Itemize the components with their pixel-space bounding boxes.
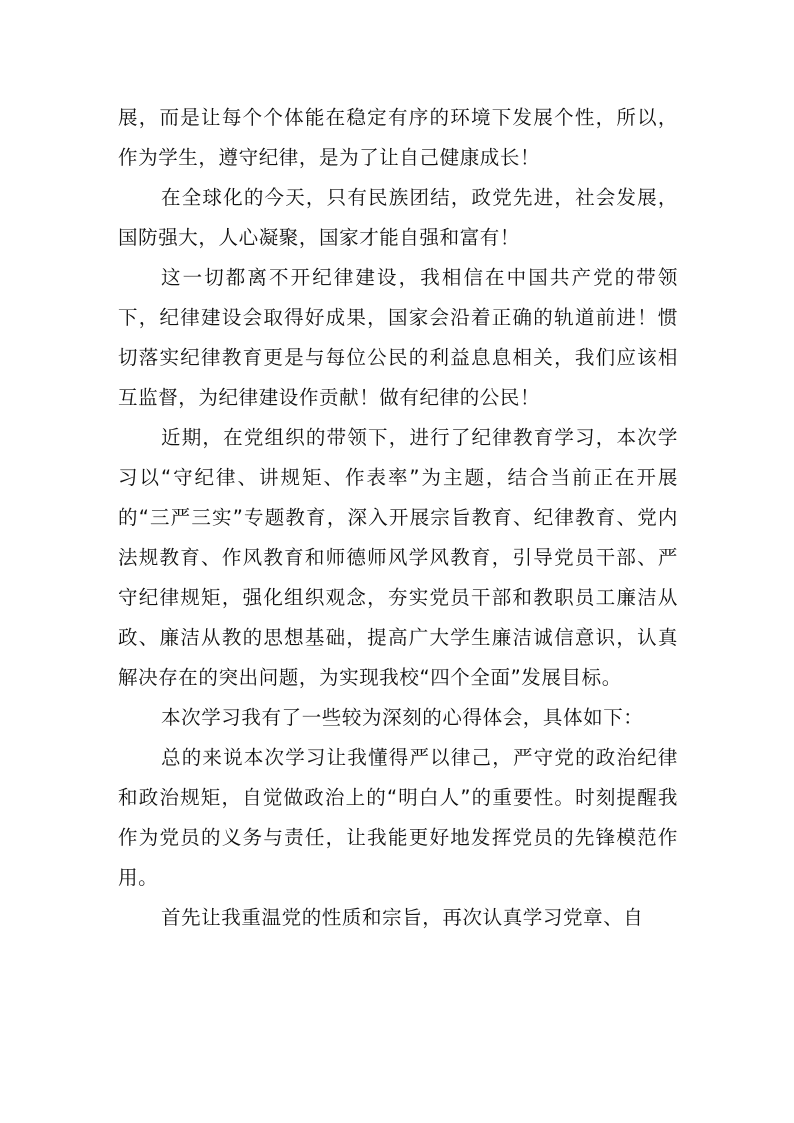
paragraph-1: 展，而是让每个个体能在稳定有序的环境下发展个性，所以，作为学生，遵守纪律，是为了让自己健康成长！ <box>118 106 678 169</box>
paragraph-6: 总的来说本次学习让我懂得严以律己，严守党的政治纪律和政治规矩，自觉做政治上的“明白人”的重要性。时刻提醒我作为党员的义务与责任，让我能更好地发挥党员的先锋模范作用。 <box>118 746 678 889</box>
paragraph-4: 近期，在党组织的带领下，进行了纪律教育学习，本次学习以“守纪律、讲规矩、作表率”为主题，结合当前正在开展的“三严三实”专题教育，深入开展宗旨教育、纪律教育、党内法规教育、作风教育和师德师风学风教育，引导党员干部、严守纪律规矩，强化组织观念，夯实党员干部和教职员工廉洁从政、廉洁从教的思想基础，提高广大学生廉洁诚信意识，认真解决存在的突出问题，为实现我校“四个全面”发展目标。 <box>118 426 678 689</box>
paragraph-7: 首先让我重温党的性质和宗旨，再次认真学习党章、自 <box>161 906 644 929</box>
document-body <box>118 98 678 938</box>
paragraph-2: 在全球化的今天，只有民族团结，政党先进，社会发展，国防强大，人心凝聚，国家才能自强和富有！ <box>118 186 678 249</box>
paragraph-3: 这一切都离不开纪律建设，我相信在中国共产党的带领下，纪律建设会取得好成果，国家会沿着正确的轨道前进！惯切落实纪律教育更是与每位公民的利益息息相关，我们应该相互监督，为纪律建设作贡献！做有纪律的公民！ <box>118 266 678 409</box>
paragraph-5: 本次学习我有了一些较为深刻的心得体会，具体如下： <box>161 706 644 729</box>
